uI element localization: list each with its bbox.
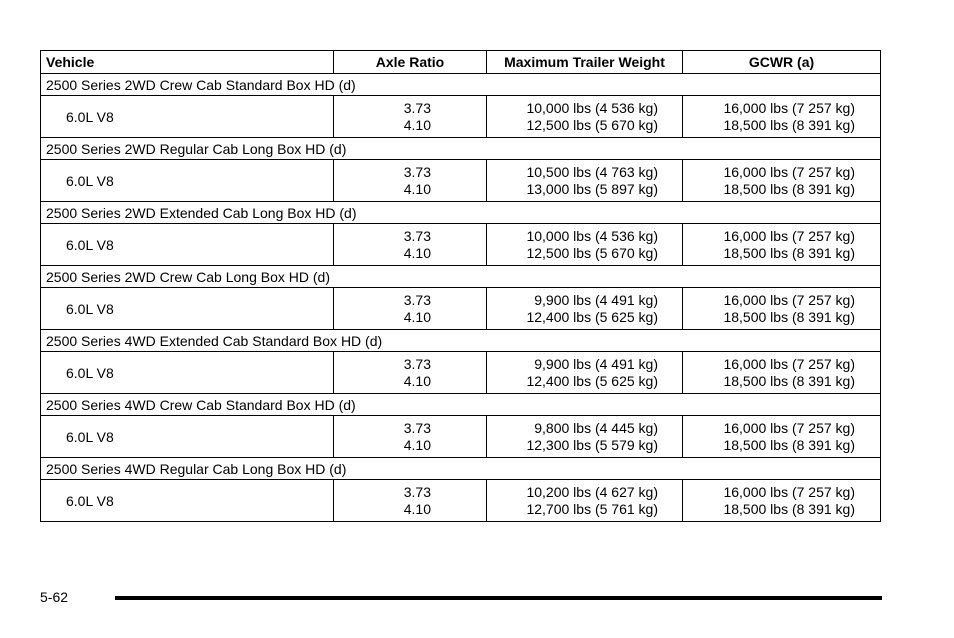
axle-ratio-cell: [334, 416, 487, 458]
section-title-row: [41, 394, 881, 416]
axle-ratio-value: 4.10: [403, 500, 431, 517]
gcwr-cell: [683, 96, 881, 138]
trailer-weight-value: 10,500 lbs (4 763 kg): [526, 163, 658, 180]
gcwr-value: 18,500 lbs (8 391 kg): [723, 244, 855, 261]
trailer-weight-cell: [487, 160, 683, 202]
gcwr-value: 16,000 lbs (7 257 kg): [723, 163, 855, 180]
header-axle-ratio: Axle Ratio: [334, 51, 487, 74]
section-title-row: [41, 202, 881, 224]
axle-ratio-value: 4.10: [403, 244, 431, 261]
page-number: 5-62: [40, 589, 69, 605]
engine-cell: 6.0L V8: [41, 224, 334, 266]
gcwr-value: 18,500 lbs (8 391 kg): [723, 116, 855, 133]
gcwr-value: 18,500 lbs (8 391 kg): [723, 372, 855, 389]
table-row: [41, 160, 881, 202]
table-row: [41, 96, 881, 138]
axle-ratio-value: 3.73: [403, 163, 431, 180]
axle-ratio-value: 3.73: [403, 355, 431, 372]
gcwr-value: 16,000 lbs (7 257 kg): [723, 355, 855, 372]
axle-ratio-cell: [334, 288, 487, 330]
section-title: 2500 Series 2WD Regular Cab Long Box HD (d): [41, 138, 881, 160]
gcwr-value: 16,000 lbs (7 257 kg): [723, 419, 855, 436]
axle-ratio-value: 3.73: [403, 99, 431, 116]
axle-ratio-cell: [334, 480, 487, 522]
header-vehicle: Vehicle: [41, 51, 334, 74]
table-row: [41, 224, 881, 266]
gcwr-value: 18,500 lbs (8 391 kg): [723, 436, 855, 453]
table-row: [41, 416, 881, 458]
table-row: [41, 288, 881, 330]
gcwr-value: 18,500 lbs (8 391 kg): [723, 180, 855, 197]
trailer-weight-value: 10,000 lbs (4 536 kg): [526, 227, 658, 244]
trailer-weight-cell: [487, 96, 683, 138]
axle-ratio-value: 4.10: [403, 372, 431, 389]
section-title: 2500 Series 4WD Regular Cab Long Box HD (d): [41, 458, 881, 480]
trailer-weight-value: 12,500 lbs (5 670 kg): [526, 116, 658, 133]
trailer-weight-value: 10,200 lbs (4 627 kg): [526, 483, 658, 500]
table-header-row: [41, 51, 881, 74]
trailer-weight-value: 13,000 lbs (5 897 kg): [526, 180, 658, 197]
gcwr-value: 18,500 lbs (8 391 kg): [723, 500, 855, 517]
footer-divider: [115, 596, 882, 600]
axle-ratio-value: 3.73: [403, 227, 431, 244]
trailer-weight-value: 9,900 lbs (4 491 kg): [534, 355, 658, 372]
axle-ratio-value: 4.10: [403, 308, 431, 325]
trailer-weight-cell: [487, 480, 683, 522]
trailer-weight-value: 12,400 lbs (5 625 kg): [526, 308, 658, 325]
gcwr-cell: [683, 288, 881, 330]
engine-cell: 6.0L V8: [41, 480, 334, 522]
table-row: [41, 480, 881, 522]
trailer-weight-cell: [487, 288, 683, 330]
axle-ratio-value: 4.10: [403, 180, 431, 197]
engine-cell: 6.0L V8: [41, 288, 334, 330]
axle-ratio-value: 4.10: [403, 436, 431, 453]
gcwr-cell: [683, 480, 881, 522]
trailer-weight-value: 12,700 lbs (5 761 kg): [526, 500, 658, 517]
section-title: 2500 Series 2WD Crew Cab Long Box HD (d): [41, 266, 881, 288]
trailer-weight-value: 12,500 lbs (5 670 kg): [526, 244, 658, 261]
trailer-weight-table: [40, 50, 881, 522]
gcwr-cell: [683, 352, 881, 394]
table-row: [41, 352, 881, 394]
trailer-weight-cell: [487, 352, 683, 394]
axle-ratio-cell: [334, 160, 487, 202]
trailer-weight-value: 12,300 lbs (5 579 kg): [526, 436, 658, 453]
engine-cell: 6.0L V8: [41, 352, 334, 394]
gcwr-value: 16,000 lbs (7 257 kg): [723, 291, 855, 308]
gcwr-cell: [683, 224, 881, 266]
engine-cell: 6.0L V8: [41, 416, 334, 458]
gcwr-cell: [683, 160, 881, 202]
gcwr-value: 16,000 lbs (7 257 kg): [723, 99, 855, 116]
axle-ratio-cell: [334, 352, 487, 394]
section-title: 2500 Series 2WD Crew Cab Standard Box HD (d): [41, 74, 881, 96]
section-title-row: [41, 266, 881, 288]
gcwr-cell: [683, 416, 881, 458]
gcwr-value: 16,000 lbs (7 257 kg): [723, 483, 855, 500]
header-max-trailer-weight: Maximum Trailer Weight: [487, 51, 683, 74]
header-gcwr: GCWR (a): [683, 51, 881, 74]
section-title-row: [41, 330, 881, 352]
section-title-row: [41, 138, 881, 160]
section-title: 2500 Series 4WD Crew Cab Standard Box HD (d): [41, 394, 881, 416]
axle-ratio-cell: [334, 224, 487, 266]
trailer-weight-value: 9,900 lbs (4 491 kg): [534, 291, 658, 308]
trailer-weight-cell: [487, 416, 683, 458]
section-title: 2500 Series 4WD Extended Cab Standard Box HD (d): [41, 330, 881, 352]
gcwr-value: 18,500 lbs (8 391 kg): [723, 308, 855, 325]
trailer-weight-value: 9,800 lbs (4 445 kg): [534, 419, 658, 436]
section-title-row: [41, 458, 881, 480]
trailer-weight-cell: [487, 224, 683, 266]
trailer-weight-value: 10,000 lbs (4 536 kg): [526, 99, 658, 116]
axle-ratio-value: 4.10: [403, 116, 431, 133]
gcwr-value: 16,000 lbs (7 257 kg): [723, 227, 855, 244]
section-title: 2500 Series 2WD Extended Cab Long Box HD (d): [41, 202, 881, 224]
axle-ratio-cell: [334, 96, 487, 138]
engine-cell: 6.0L V8: [41, 96, 334, 138]
axle-ratio-value: 3.73: [403, 291, 431, 308]
section-title-row: [41, 74, 881, 96]
trailer-weight-value: 12,400 lbs (5 625 kg): [526, 372, 658, 389]
axle-ratio-value: 3.73: [403, 483, 431, 500]
engine-cell: 6.0L V8: [41, 160, 334, 202]
axle-ratio-value: 3.73: [403, 419, 431, 436]
